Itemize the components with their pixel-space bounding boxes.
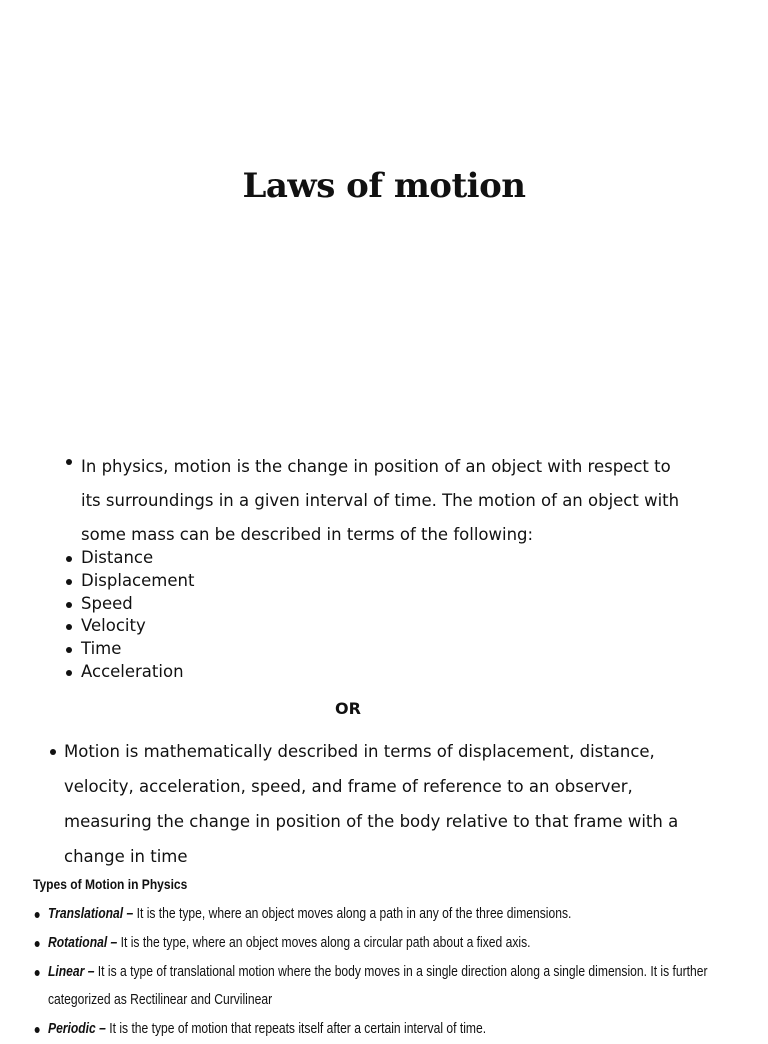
type-description: It is the type, where an object moves along a circular path about a fixed axis. [117,934,531,951]
list-item [48,1015,733,1044]
bullet-icon [66,579,72,585]
bullet-icon [66,556,72,562]
or-separator: OR [335,699,361,718]
quantity-label: Time [81,639,122,659]
alt-definition-text: Motion is mathematically described in terms of displacement, distance, velocity, acceleration, speed, and frame of reference to an observer, measuring the change in position of the body relative to that frame with a change in time [64,742,679,866]
quantity-label: Distance [81,548,154,567]
bullet-icon [35,1027,40,1033]
type-term: Rotational – [48,934,118,951]
type-term: Linear – [48,963,95,980]
list-item [81,570,681,593]
list-item [48,958,733,1016]
intro-text: In physics, motion is the change in position of an object with respect to its surroundings in a given interval of time. The motion of an object with some mass can be described in terms of the following: [81,457,680,544]
bullet-icon [35,941,40,947]
type-description: It is the type of motion that repeats itself after a certain interval of time. [105,1021,487,1038]
list-item [81,661,681,684]
list-item [81,547,681,570]
bullet-icon [35,912,40,918]
type-term: Translational – [48,906,134,922]
quantity-label: Velocity [81,616,146,636]
quantity-label: Displacement [81,570,195,590]
bullet-icon [66,670,72,676]
list-item [81,450,681,552]
type-term: Periodic – [48,1021,106,1038]
type-description: It is the type, where an object moves along a path in any of the three dimensions. [133,906,572,922]
list-item [48,929,733,958]
list-item [64,734,724,874]
list-item [48,900,733,929]
bullet-icon [50,749,56,755]
motion-intro-list [81,450,681,684]
motion-alt-list [64,734,724,874]
quantity-label: Speed [81,593,133,613]
bullet-icon [66,459,72,465]
bullet-icon [66,647,72,653]
list-item [81,638,681,661]
motion-types-list [48,900,733,1044]
section-heading: Types of Motion in Physics [33,876,188,892]
page-title: Laws of motion [242,166,526,206]
bullet-icon [66,602,72,608]
type-description: It is a type of translational motion where the body moves in a single direction along a single dimension. It is further categorized as Rectilinear and Curvilinear [48,963,708,1009]
bullet-icon [66,624,72,630]
bullet-icon [35,970,40,976]
list-item [81,615,681,638]
list-item [81,593,681,616]
quantity-label: Acceleration [81,661,184,681]
